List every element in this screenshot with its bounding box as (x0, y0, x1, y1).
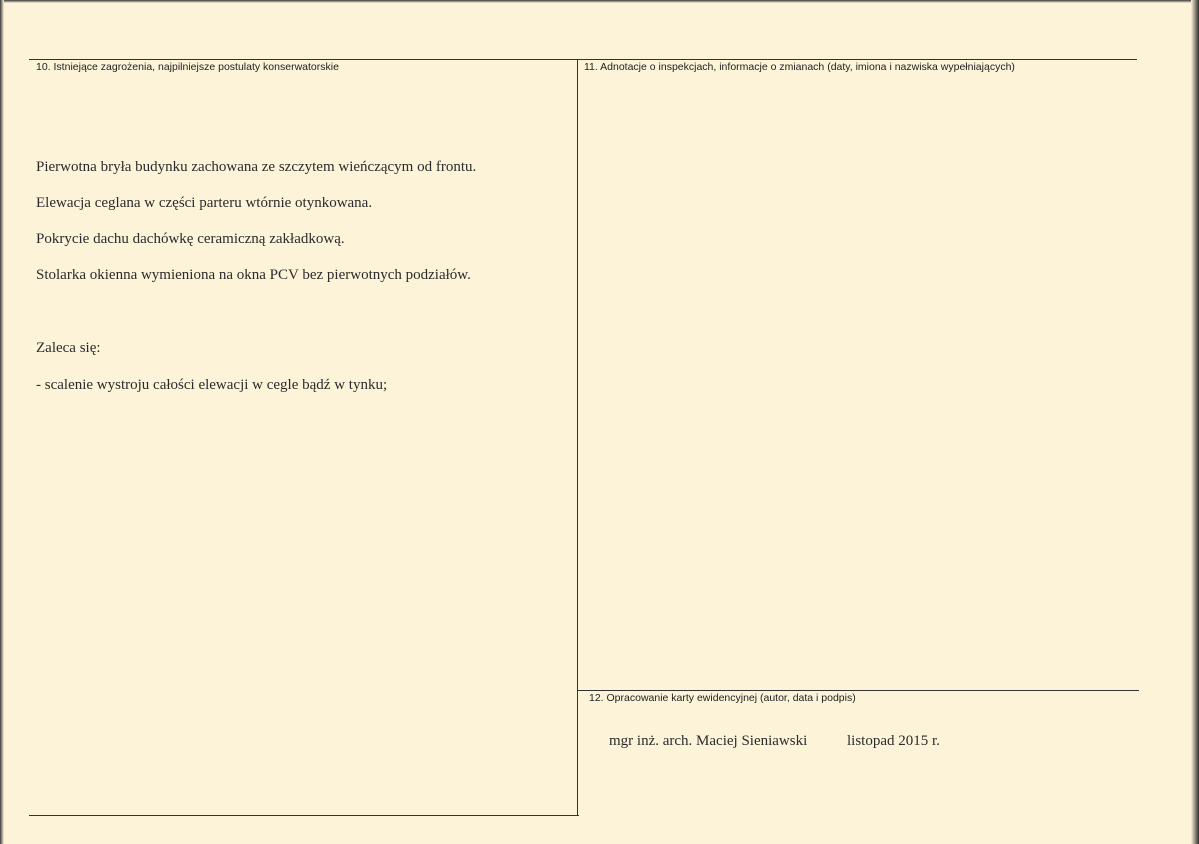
recommendation-heading: Zaleca się: (36, 340, 101, 356)
author-name: mgr inż. arch. Maciej Sieniawski (609, 733, 808, 749)
section-10-paragraph: Elewacja ceglana w części parteru wtórnie otynkowana. (36, 195, 373, 211)
section-11-heading: 11. Adnotacje o inspekcjach, informacje o zmianach (daty, imiona i nazwiska wypełniających) (584, 61, 1015, 73)
section-10-paragraph: Pierwotna bryła budynku zachowana ze szczytem wieńczącym od frontu. (36, 159, 477, 175)
section-12-heading: 12. Opracowanie karty ewidencyjnej (autor, data i podpis) (589, 692, 856, 704)
top-rule (29, 59, 1137, 60)
bottom-rule (29, 815, 579, 816)
scan-edge-right (1191, 0, 1199, 844)
section-10-heading: 10. Istniejące zagrożenia, najpilniejsze postulaty konserwatorskie (36, 61, 339, 73)
recommendation-item: - scalenie wystroju całości elewacji w cegle bądź w tynku; (36, 377, 388, 393)
section-10-paragraph: Stolarka okienna wymieniona na okna PCV bez pierwotnych podziałów. (36, 267, 471, 283)
section-10-paragraph: Pokrycie dachu dachówkę ceramiczną zakładkową. (36, 231, 345, 247)
scan-edge-left (0, 0, 4, 844)
scan-edge-top (0, 0, 1199, 3)
preparation-date: listopad 2015 r. (847, 733, 940, 749)
column-divider (577, 59, 578, 815)
section12-rule (578, 690, 1139, 691)
